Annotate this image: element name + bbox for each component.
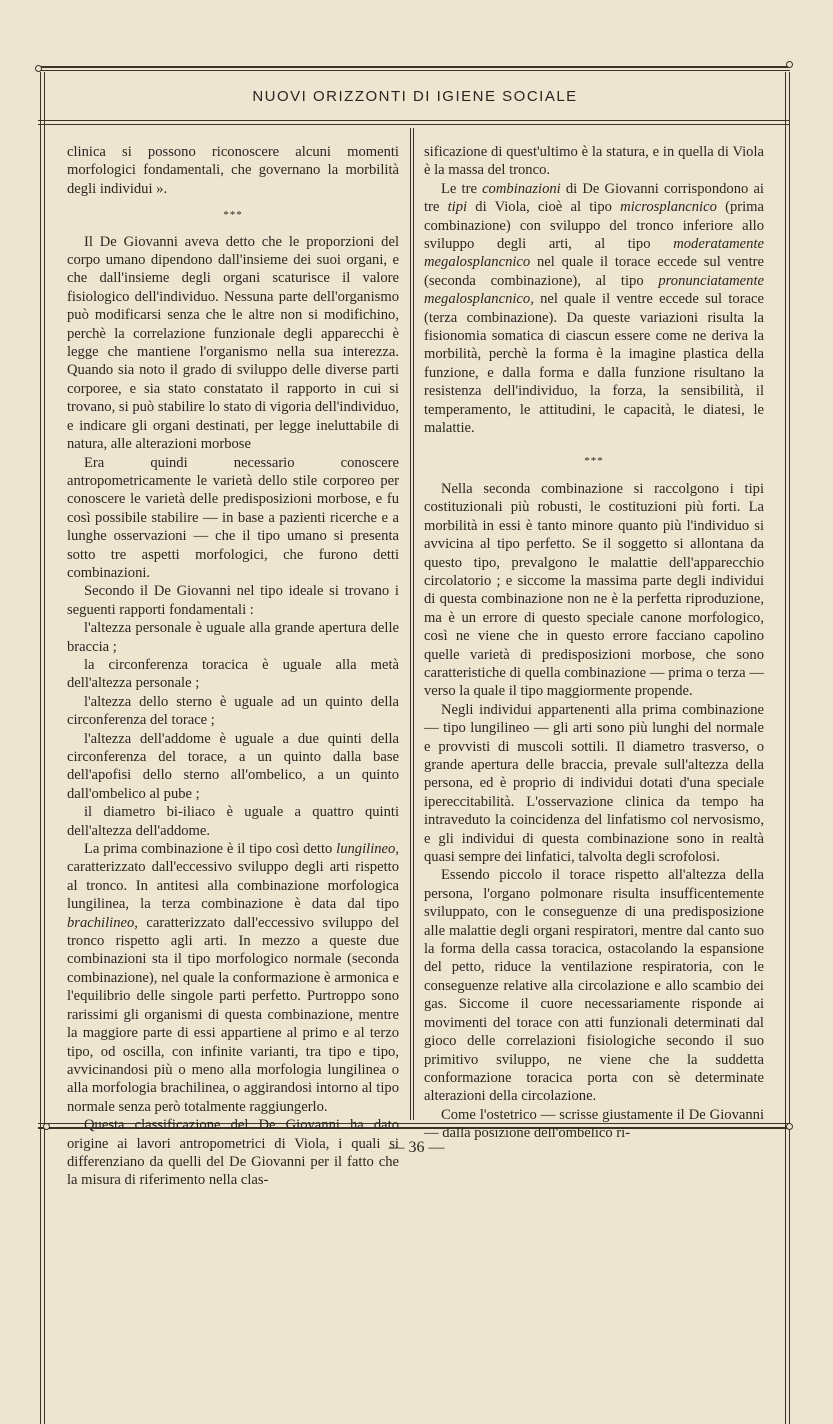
paragraph (424, 180, 764, 438)
paragraph: Nella seconda combinazione si raccolgono i tipi costituzionali più robusti, le costituzioni più forti. La morbilità in essi è tanto minore quanto più l'individuo si avvicina al tipo perfetto. Se il soggetto si allontana da questo tipo, prevalgono le malattie dell'apparecchio circolatorio ; e siccome la massima parte degli individui di questa combinazione non ne è la perfetta riproduzione, ma è un errore di questo speciale canone morfologico, così ne viene che in questo errore facciano capolino quelle varietà di predisposizioni morbose, che sono caratteristiche di quella combinazione — prima o terza — verso la quale il tipo maggiormente propende. (424, 480, 764, 700)
text: nel quale il ventre eccede sul torace (terza combinazione). Da queste variazioni risulta la fisionomia somatica di ciascun essere come ne deriva la morbilità, perchè la forma è la imagine plastica della funzione, e dalla forma e dalla funzione risultano la resistenza dell'individuo, la forza, la sensibilità, il temperamento, le attitudini, le capacità, le diatesi, le malattie. (424, 291, 764, 437)
paragraph: clinica si possono riconoscere alcuni momenti morfologici fondamentali, che governano la morbilità degli individui ». (67, 144, 399, 197)
header-rule (38, 120, 790, 121)
paragraph: Era quindi necessario conoscere antropometricamente le varietà dello stile corporeo per conoscere le varietà delle predisposizioni morbose, e fu così possibile stabilire — in base a pazienti ricerche e a lunghe osservazioni — che il tipo umano si presenta sotto tre aspetti morfologici, che furono detti combinazioni. (67, 454, 399, 581)
paragraph: Il De Giovanni aveva detto che le proporzioni del corpo umano dipendono dall'insieme dei suoi organi, e che dall'insieme degli organi scaturisce il valore fisiologico dell'individuo. Nessuna parte dell'organismo può modificarsi senza che le altre non si modifichino, perchè la correlazione funzionale degli apparecchi è legge che mantiene l'organismo nella sua interezza. Quando sia noto il grado di sviluppo delle diverse parti corporee, e sia stato constatato il rapporto in cui si trovano, si può stabilire lo stato di vigoria dell'individuo, e indicare gli organi destinati, per legge ineluttabile di natura, alle alterazioni morbose (67, 233, 399, 453)
section-separator: *** (223, 209, 243, 222)
column-divider (410, 128, 411, 1120)
paragraph: Secondo il De Giovanni nel tipo ideale si trovano i seguenti rapporti fondamentali : (67, 583, 399, 618)
paragraph: l'altezza dell'addome è uguale a due quinti della circonferenza del torace, a un quinto dalla base dell'apofisi dello sterno all'ombelico, a un quinto dall'ombelico al pube ; (67, 730, 399, 802)
text: caratterizzato dall'eccessivo sviluppo degli arti rispetto al tronco. In antitesi alla combinazione morfologica lungilinea, la terza combinazione è data dal tipo (67, 859, 399, 913)
ornament-circle-icon (786, 1123, 793, 1130)
italic-term: lungilineo, (336, 841, 399, 858)
italic-term: brachilineo, (67, 914, 138, 931)
page-header: NUOVI ORIZZONTI DI IGIENE SOCIALE (252, 88, 578, 105)
right-column (424, 143, 764, 1143)
text: di De Giovanni corrispondono ai tre (424, 180, 764, 216)
header-rule-inner (38, 124, 790, 125)
text: di Viola, cioè al tipo (467, 199, 621, 216)
text: La prima combinazione è il tipo così detto (84, 841, 337, 858)
top-rule-inner (38, 70, 790, 71)
paragraph: sificazione di quest'ultimo è la statura, e in quella di Viola è la massa del tronco. (424, 144, 764, 179)
paragraph: Questa classificazione del De Giovanni ha dato origine ai lavori antropometrici di Viola, i quali si differenziano da quelli del De Giovanni per il fatto che la misura di riferimento nella clas- (67, 1117, 399, 1189)
paragraph: la circonferenza toracica è uguale alla metà dell'altezza personale ; (67, 656, 399, 692)
left-column (67, 143, 399, 1190)
paragraph: Come l'ostetrico — scrisse giustamente il De Giovanni — dalla posizione dell'ombelico ri- (424, 1106, 764, 1142)
italic-term: pronunciatamente megalosplancnico, (424, 272, 764, 308)
right-frame-line-inner (789, 72, 790, 1424)
right-frame-line (785, 72, 786, 1424)
italic-term: microsplancnico (620, 199, 717, 216)
ornament-circle-icon (35, 65, 42, 72)
page-number: — 36 — (388, 1139, 445, 1156)
italic-term: combinazioni (482, 180, 561, 197)
text: Le tre (441, 180, 483, 197)
italic-term: moderatamente megalosplancnico (424, 236, 764, 271)
left-frame-line-inner (44, 72, 45, 1424)
text: (prima combinazione) con sviluppo del tronco inferiore allo sviluppo degli arti, al tipo (424, 199, 764, 253)
top-rule (38, 66, 790, 68)
paragraph (67, 840, 399, 1116)
paragraph: l'altezza dello sterno è uguale ad un quinto della circonferenza del torace ; (67, 693, 399, 729)
ornament-circle-icon (786, 61, 793, 68)
ornament-circle-icon (43, 1123, 50, 1130)
paragraph: l'altezza personale è uguale alla grande apertura delle braccia ; (67, 620, 399, 655)
paragraph: Essendo piccolo il torace rispetto all'altezza della persona, l'organo polmonare risulta insufficentemente sviluppato, con le conseguenze di una predisposizione alle malattie degli organi respiratori, mentre dal canto suo la forma della cassa toracica, ostacolando la espansione del petto, riduce la ventilazione respiratoria, con le conseguenze relative alla circolazione e allo scambio dei gas. Siccome il cuore necessariamente risponde ai movimenti del torace con atti funzionali determinati dal gioco delle correlazioni fisiologiche secondo il suo primitivo sviluppo, ne viene che la suddetta conformazione toracica porta con sè determinate alterazioni della circolazione. (424, 867, 764, 1105)
section-separator: *** (584, 454, 604, 467)
italic-term: tipi (447, 199, 468, 216)
text: caratterizzato dall'eccessivo sviluppo del tronco rispetto agli arti. In mezzo a queste due combinazioni sta il tipo morfologico normale (seconda combinazione), nel quale la conformazione è armonica e l'equilibrio delle singole parti perfetto. Purtroppo sono rarissimi gli organismi di questa combinazione, mentre la maggiore parte di essi appartiene al primo e al terzo tipo, od oscilla, con infinite varianti, tra tipo e tipo, avvicinandosi più o meno alla morfologia lungilinea o alla morfologia brachilinea, o aggirandosi intorno al tipo normale senza però totalmente raggiungerlo. (67, 914, 399, 1115)
paragraph: Negli individui appartenenti alla prima combinazione — tipo lungilineo — gli arti sono più lunghi del normale e provvisti di muscoli sottili. Il diametro trasverso, o grande apertura delle braccia, prevale sull'altezza della persona, ed è proprio di individui dotati d'una speciale ipereccitabilità. L'osservazione clinica da tempo ha intraveduto la coincidenza del linfatismo col nervosismo, e gli individui di questa combinazione sono in realtà quasi sempre dei linfatici, talvolta degli scrofolosi. (424, 701, 764, 866)
text: nel quale il torace eccede sul ventre (seconda combinazione), al tipo (424, 254, 764, 289)
left-frame-line (40, 72, 41, 1424)
paragraph: il diametro bi-iliaco è uguale a quattro quinti dell'altezza dell'addome. (67, 804, 399, 839)
column-divider-inner (413, 128, 414, 1120)
